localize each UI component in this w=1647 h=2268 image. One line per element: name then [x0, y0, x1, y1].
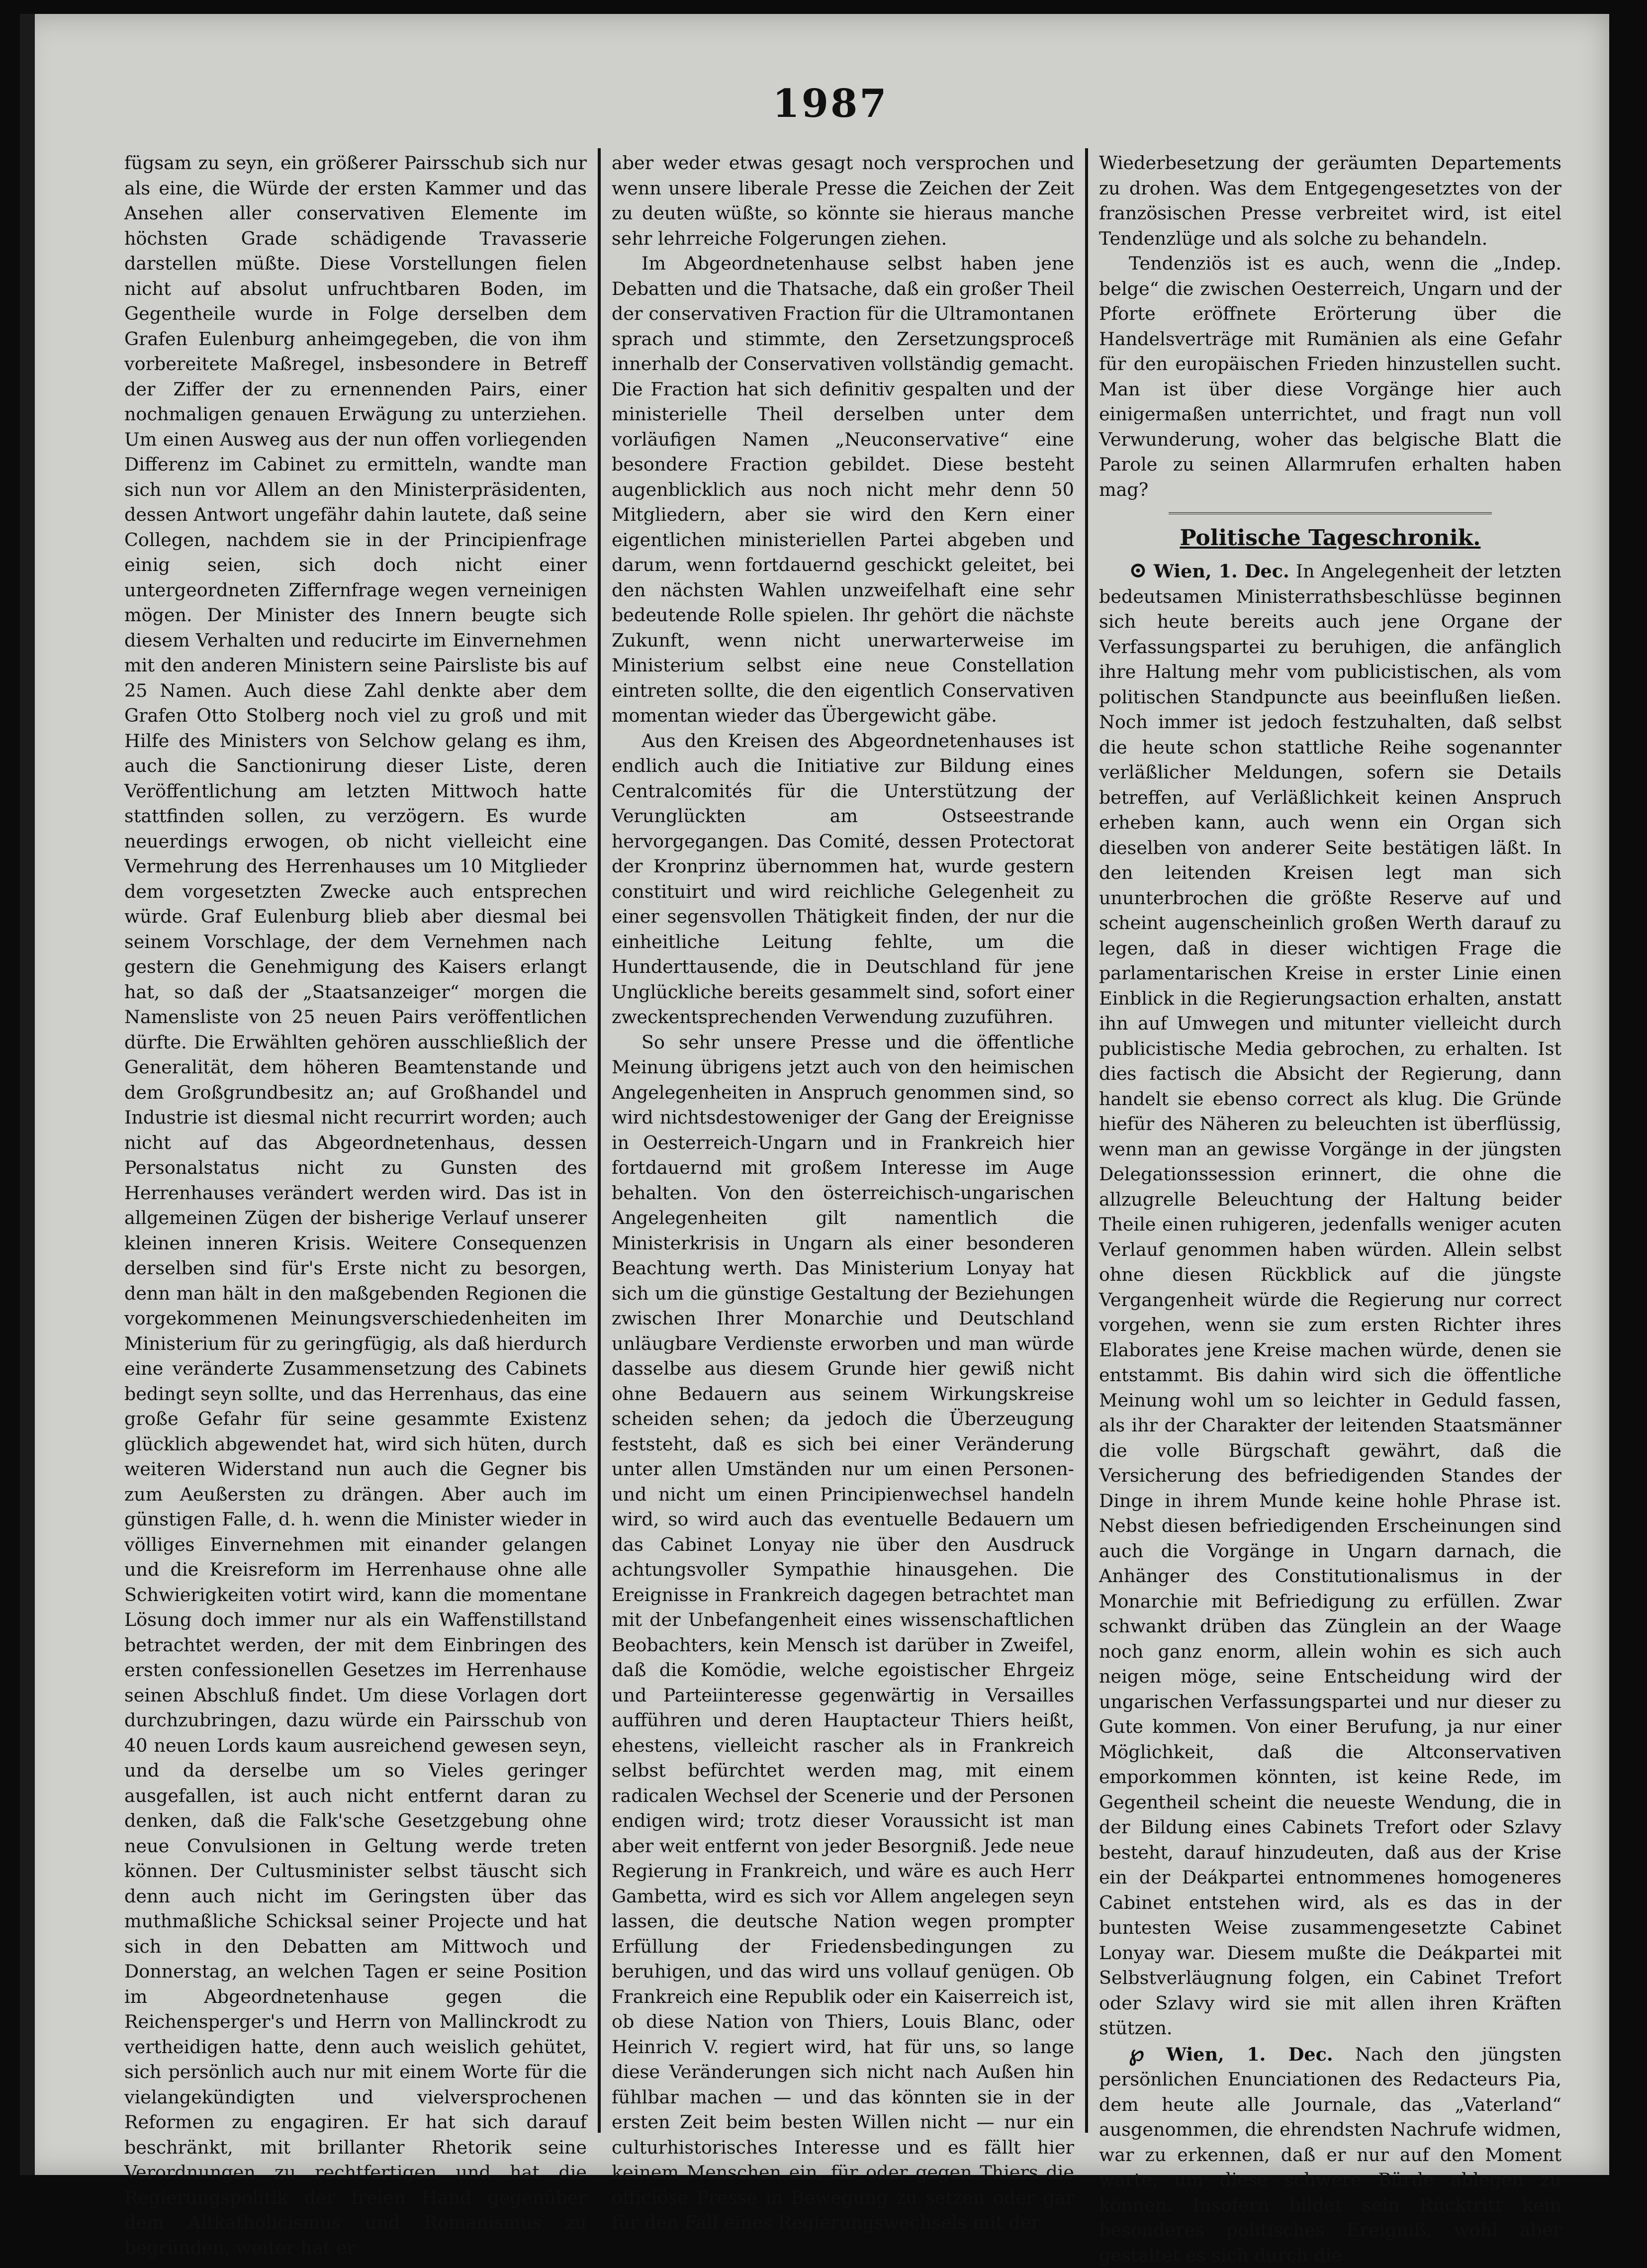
- paragraph: aber weder etwas gesagt noch versprochen und wenn unsere liberale Presse die Zeichen der Zeit zu deuten wüßte, so könnte sie hieraus manche sehr lehrreiche Folgerungen ziehen.: [612, 151, 1074, 251]
- paragraph: Tendenziös ist es auch, wenn die „Indep. belge“ die zwischen Oesterreich, Ungarn und der Pforte eröffnete Erörterung über die Handelsverträge mit Rumänien als eine Gefahr für den europäischen Frieden hinzustellen sucht. Man ist über diese Vorgänge hier auch einigermaßen unterrichtet, und fragt nun voll Verwunderung, woher das belgische Blatt die Parole zu seinen Allarmrufen erhalten haben mag?: [1099, 251, 1561, 502]
- dateline: Wien, 1. Dec.: [1154, 561, 1289, 582]
- column-right: [1099, 151, 1561, 2133]
- section-divider: [1169, 505, 1492, 514]
- column-middle: [612, 151, 1074, 2133]
- dateline: Wien, 1. Dec.: [1166, 2044, 1333, 2065]
- correspondent-mark: ℘: [1129, 2041, 1144, 2066]
- section-title: Politische Tageschronik.: [1099, 523, 1561, 553]
- paragraph: Aus den Kreisen des Abgeordnetenhauses ist endlich auch die Initiative zur Bildung eines Centralcomités für die Unterstützung der Verunglückten am Ostseestrande hervorgegangen. Das Comité, dessen Protectorat der Kronprinz übernommen hat, wurde gestern constituirt und wird reichliche Gelegenheit zu einer segensvollen Thätigkeit finden, der nur die einheitliche Leitung fehlte, um die Hunderttausende, die in Deutschland für jene Unglückliche bereits gesammelt sind, sofort einer zweckentsprechenden Verwendung zuzuführen.: [612, 729, 1074, 1030]
- news-item: [1099, 2041, 1561, 2268]
- news-text: Nach den jüngsten persönlichen Enunciationen des Redacteurs Pia, dem heute alle Journale, das „Vaterland“ ausgenommen, die ehrendsten Nachrufe widmen, war zu erkennen, daß er nur auf den Moment warte, um diese schwere Bürde ablegen zu können. Insofern bildet sein Rücktritt kein besonderes politisches Ereigniß, wohl aber gestaltet es sich durch die: [1099, 2044, 1561, 2266]
- news-item: [1099, 558, 1561, 2041]
- column-rule: [1085, 148, 1088, 2133]
- paragraph: So sehr unsere Presse und die öffentliche Meinung übrigens jetzt auch von den heimischen Angelegenheiten in Anspruch genommen sind, so wird nichtsdestoweniger der Gang der Ereignisse in Oesterreich-Ungarn und in Frankreich hier fortdauernd mit großem Interesse im Auge behalten. Von den österreichisch-ungarischen Angelegenheiten gilt namentlich die Ministerkrisis in Ungarn als einer besonderen Beachtung werth. Das Ministerium Lonyay hat sich um die günstige Gestaltung der Beziehungen zwischen Ihrer Monarchie und Deutschland unläugbare Verdienste erworben und man würde dasselbe aus diesem Grunde hier gewiß nicht ohne Bedauern aus seinem Wirkungskreise scheiden sehen; da jedoch die Überzeugung feststeht, daß es sich bei einer Veränderung unter allen Umständen nur um einen Personen- und nicht um einen Principienwechsel handeln wird, so wird auch das eventuelle Bedauern um das Cabinet Lonyay nie über den Ausdruck achtungsvoller Sympathie hinausgehen. Die Ereignisse in Frankreich dagegen betrachtet man mit der Unbefangenheit eines wissenschaftlichen Beobachters, kein Mensch ist darüber in Zweifel, daß die Komödie, welche egoistischer Ehrgeiz und Parteiinteresse gegenwärtig in Versailles aufführen und deren Hauptacteur Thiers heißt, ehestens, vielleicht rascher als in Frankreich selbst befürchtet werden mag, mit einem radicalen Wechsel der Scenerie und der Personen endigen wird; trotz dieser Voraussicht ist man aber weit entfernt von jeder Besorgniß. Jede neue Regierung in Frankreich, und wäre es auch Herr Gambetta, wird es sich vor Allem angelegen seyn lassen, die deutsche Nation wegen prompter Erfüllung der Friedensbedingungen zu beruhigen, und das wird uns vollauf genügen. Ob Frankreich eine Republik oder ein Kaiserreich ist, ob diese Nation von Thiers, Louis Blanc, oder Heinrich V. regiert wird, hat für uns, so lange diese Veränderungen sich nicht nach Außen hin fühlbar machen — und das könnten sie in der ersten Zeit beim besten Willen nicht — nur ein culturhistorisches Interesse und es fällt hier keinem Menschen ein, für oder gegen Thiers die officiöse Presse in Bewegung zu setzen oder gar für den Fall eines Regierungswechsels mit der: [612, 1030, 1074, 2236]
- column-rule: [598, 148, 601, 2133]
- page-number: 1987: [756, 81, 905, 126]
- column-left: [124, 151, 587, 2133]
- newspaper-page: [20, 14, 1609, 2175]
- paragraph: Wiederbesetzung der geräumten Departements zu drohen. Was dem Entgegengesetztes von der französischen Presse verbreitet wird, ist eitel Tendenzlüge und als solche zu behandeln.: [1099, 151, 1561, 251]
- news-text: In Angelegenheit der letzten bedeutsamen Ministerrathsbeschlüsse beginnen sich heute bereits auch jene Organe der Verfassungspartei zu beruhigen, die anfänglich ihre Haltung mehr vom publicistischen, als vom politischen Standpuncte aus beeinflußen ließen. Noch immer ist jedoch festzuhalten, daß selbst die heute schon stattliche Reihe sogenannter verläßlicher Meldungen, sofern sie Details betreffen, auf Verläßlichkeit keinen Anspruch erheben kann, auch wenn ein Organ sich dieselben von anderer Seite bestätigen läßt. In den leitenden Kreisen legt man sich ununterbrochen die größte Reserve auf und scheint augenscheinlich großen Werth darauf zu legen, daß in dieser wichtigen Frage die parlamentarischen Kreise in erster Linie einen Einblick in die Regierungsaction erhalten, anstatt ihn auf Umwegen und mitunter vielleicht durch publicistische Media gebrochen, zu erhalten. Ist dies factisch die Absicht der Regierung, dann handelt sie ebenso correct als klug. Die Gründe hiefür des Näheren zu beleuchten ist überflüssig, wenn man an gewisse Vorgänge in der jüngsten Delegationssession erinnert, die ohne die allzugrelle Beleuchtung der Haltung beider Theile einen ruhigeren, jedenfalls weniger acuten Verlauf genommen haben würden. Allein selbst ohne diesen Rückblick auf die jüngste Vergangenheit würde die Regierung nur correct vorgehen, wenn sie zum ersten Richter ihres Elaborates jene Kreise machen würde, denen sie entstammt. Bis dahin wird sich die öffentliche Meinung wohl um so leichter in Geduld fassen, als ihr der Charakter der leitenden Staatsmänner die volle Bürgschaft gewährt, daß die Versicherung des befriedigenden Standes der Dinge in ihrem Munde keine hohle Phrase ist. Nebst diesen befriedigenden Erscheinungen sind auch die Vorgänge in Ungarn darnach, die Anhänger des Constitutionalismus in der Monarchie mit Befriedigung zu erfüllen. Zwar schwankt drüben das Zünglein an der Waage noch ganz enorm, allein wohin es sich auch neigen möge, seine Entscheidung wird der ungarischen Verfassungspartei und nur dieser zu Gute kommen. Von einer Berufung, ja nur einer Möglichkeit, daß die Altconservativen emporkommen könnten, ist keine Rede, im Gegentheil scheint die neueste Wendung, die in der Bildung eines Cabinets Trefort oder Szlavy besteht, darauf hinzudeuten, daß aus der Krise ein der Deákpartei entnommenes homogeneres Cabinet entstehen wird, als es das in der buntesten Weise zusammengesetzte Cabinet Lonyay war. Diesem mußte die Deákpartei mit Selbstverläugnung folgen, ein Cabinet Trefort oder Szlavy wird sie mit allen ihren Kräften stützen.: [1099, 561, 1561, 2039]
- paragraph: Im Abgeordnetenhause selbst haben jene Debatten und die Thatsache, daß ein großer Theil der conservativen Fraction für die Ultramontanen sprach und stimmte, den Zersetzungsproceß innerhalb der Conservativen vollständig gemacht. Die Fraction hat sich definitiv gespalten und der ministerielle Theil derselben unter dem vorläufigen Namen „Neuconservative“ eine besondere Fraction gebildet. Diese besteht augenblicklich aus noch nicht mehr denn 50 Mitgliedern, aber sie wird den Kern einer eigentlichen ministeriellen Partei abgeben und darum, wenn fortdauernd geschickt geleitet, bei den nächsten Wahlen unzweifelhaft eine sehr bedeutende Rolle spielen. Ihr gehört die nächste Zukunft, wenn nicht unerwarterweise im Ministerium selbst eine neue Constellation eintreten sollte, die den eigentlich Conservativen momentan wieder das Übergewicht gäbe.: [612, 251, 1074, 729]
- paragraph: fügsam zu seyn, ein größerer Pairsschub sich nur als eine, die Würde der ersten Kammer und das Ansehen aller conservativen Elemente im höchsten Grade schädigende Travasserie darstellen müßte. Diese Vorstellungen fielen nicht auf absolut unfruchtbaren Boden, im Gegentheile wurde in Folge derselben dem Grafen Eulenburg anheimgegeben, die von ihm vorbereitete Maßregel, insbesondere in Betreff der Ziffer der zu ernennenden Pairs, einer nochmaligen genauen Erwägung zu unterziehen. Um einen Ausweg aus der nun offen vorliegenden Differenz im Cabinet zu ermitteln, wandte man sich nun vor Allem an den Ministerpräsidenten, dessen Antwort ungefähr dahin lautete, daß seine Collegen, nachdem sie in der Principienfrage einig seien, sich doch nicht einer untergeordneten Ziffernfrage wegen verneinigen mögen. Der Minister des Innern beugte sich diesem Verhalten und reducirte im Einvernehmen mit den anderen Ministern seine Pairsliste bis auf 25 Namen. Auch diese Zahl denkte aber dem Grafen Otto Stolberg noch viel zu groß und mit Hilfe des Ministers von Selchow gelang es ihm, auch die Sanctionirung dieser Liste, deren Veröffentlichung am letzten Mittwoch hatte stattfinden sollen, zu verzögern. Es wurde neuerdings erwogen, ob nicht vielleicht eine Vermehrung des Herrenhauses um 10 Mitglieder dem vorgesetzten Zwecke auch entsprechen würde. Graf Eulenburg blieb aber diesmal bei seinem Vorschlage, der dem Vernehmen nach gestern die Genehmigung des Kaisers erlangt hat, so daß der „Staatsanzeiger“ morgen die Namensliste von 25 neuen Pairs veröffentlichen dürfte. Die Erwählten gehören ausschließlich der Generalität, dem höheren Beamtenstande und dem Großgrundbesitz an; auf Großhandel und Industrie ist diesmal nicht recurrirt worden; auch nicht auf das Abgeordnetenhaus, dessen Personalstatus nicht zu Gunsten des Herrenhauses verändert werden wird. Das ist in allgemeinen Zügen der bisherige Verlauf unserer kleinen inneren Krisis. Weitere Consequenzen derselben sind für's Erste nicht zu besorgen, denn man hält in den maßgebenden Regionen die vorgekommenen Meinungsverschiedenheiten im Ministerium für zu geringfügig, als daß hierdurch eine veränderte Zusammensetzung des Cabinets bedingt seyn sollte, und das Herrenhaus, das eine große Gefahr für seine gesammte Existenz glücklich abgewendet hat, wird sich hüten, durch weiteren Widerstand nun auch die Gegner bis zum Aeußersten zu drängen. Aber auch im günstigen Falle, d. h. wenn die Minister wieder in völliges Einvernehmen mit einander gelangen und die Kreisreform im Herrenhause ohne alle Schwierigkeiten votirt wird, kann die momentane Lösung doch immer nur als ein Waffenstillstand betrachtet werden, der mit dem Einbringen des ersten confessionellen Gesetzes im Herrenhause seinen Abschluß findet. Um diese Vorlagen dort durchzubringen, dazu würde ein Pairsschub von 40 neuen Lords kaum ausreichend gewesen seyn, und da derselbe um so Vieles geringer ausgefallen, ist auch nicht entfernt daran zu denken, daß die Falk'sche Gesetzgebung ohne neue Convulsionen in Geltung werde treten können. Der Cultusminister selbst täuscht sich denn auch nicht im Geringsten über das muthmaßliche Schicksal seiner Projecte und hat sich in den Debatten am Mittwoch und Donnerstag, an welchen Tagen er seine Position im Abgeordnetenhause gegen die Reichensperger's und Herrn von Mallinckrodt zu vertheidigen hatte, denn auch weislich gehütet, sich persönlich auch nur mit einem Worte für die vielangekündigten und vielversprochenen Reformen zu engagiren. Er hat sich darauf beschränkt, mit brillanter Rhetorik seine Verordnungen zu rechtfertigen und hat die Regierungspolitik der freien Hand gegenüber dem Altkatholicismus und Romanismus zu begründen, weiter hat er: [124, 151, 587, 2261]
- correspondent-mark: ⊙: [1129, 558, 1147, 583]
- scan-edge-left: [20, 14, 35, 2175]
